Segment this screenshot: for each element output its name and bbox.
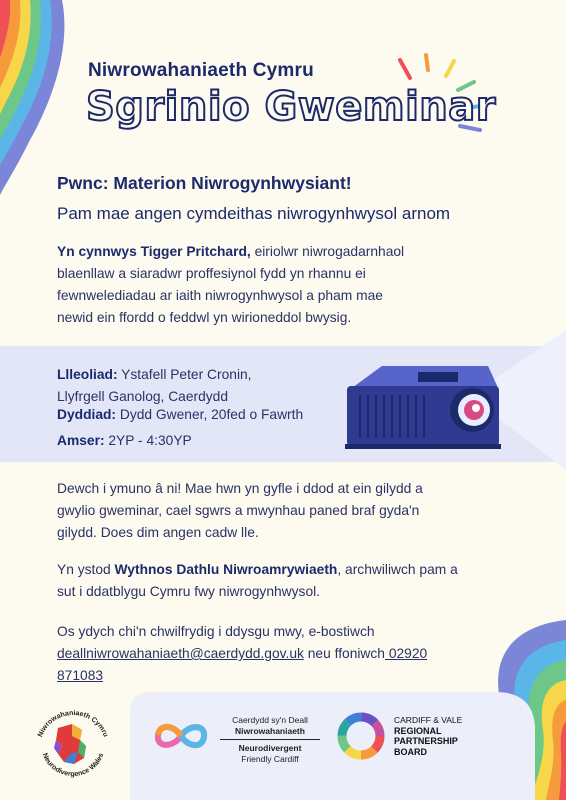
topic-subheading: Pam mae angen cymdeithas niwrogynhwysol arnom: [57, 204, 451, 223]
week-paragraph: [57, 559, 527, 603]
logo3-line: BOARD: [394, 746, 427, 757]
invite-line: gilydd. Does dim angen cadw lle.: [57, 525, 259, 540]
location-detail: [57, 364, 252, 408]
location-label: Llleoliad:: [57, 367, 118, 382]
invite-line: Dewch i ymuno â ni! Mae hwn yn gyfle i ddod at ein gilydd a: [57, 481, 423, 496]
topic-heading: Pwnc: Materion Niwrogynhwysiant!: [57, 173, 352, 193]
intro-paragraph: [57, 241, 527, 329]
email-link[interactable]: deallniwrowahaniaeth@caerdydd.gov.uk: [57, 646, 304, 661]
rpb-ring-icon: [336, 711, 386, 761]
contact-text: Os ydych chi'n chwilfrydig i ddysgu mwy, e-bostiwch: [57, 624, 375, 639]
invite-paragraph: [57, 478, 527, 544]
logo2-line: Neurodivergent: [238, 743, 302, 753]
location-value: Llyfrgell Ganolog, Caerdydd: [57, 389, 229, 404]
cardiff-logo-text: [220, 715, 320, 765]
phone-link[interactable]: 871083: [57, 668, 104, 683]
speaker-lead: Yn cynnwys Tigger Pritchard,: [57, 244, 251, 259]
neurodivergence-wales-logo: [28, 700, 118, 790]
date-value: Dydd Gwener, 20fed o Fawrth: [116, 407, 304, 422]
logo1-top-text: Niwrowahaniaeth Cymru: [37, 709, 109, 739]
logo2-line: Friendly Cardiff: [241, 754, 299, 764]
intro-line: blaenllaw a siaradwr proffesiynol fydd yn rhannu ei: [57, 266, 366, 281]
intro-line: fewnwelediadau ar iaith niwrogynhwysol a pham mae: [57, 288, 383, 303]
intro-line: newid ein ffordd o feddwl yn wirioneddol bwysig.: [57, 310, 352, 325]
wales-map-icon: [54, 724, 86, 764]
logo3-line: PARTNERSHIP: [394, 736, 458, 746]
week-text: , archwiliwch pam a: [337, 562, 458, 577]
week-name: Wythnos Dathlu Niwroamrywiaeth: [114, 562, 338, 577]
logo2-line: Niwrowahaniaeth: [220, 726, 320, 740]
projector-icon: [345, 366, 501, 449]
location-value: Ystafell Peter Cronin,: [117, 367, 252, 382]
date-label: Dyddiad:: [57, 407, 117, 422]
time-label: Amser:: [57, 433, 105, 448]
logo3-line: REGIONAL: [394, 725, 442, 736]
contact-paragraph: [57, 621, 527, 687]
contact-text: neu ffoniwch: [303, 646, 385, 661]
infinity-logo-icon: [152, 713, 210, 759]
logo3-line: CARDIFF & VALE: [394, 715, 463, 725]
page-title: Sgrinio Gweminar: [86, 84, 496, 130]
week-text: sut i ddatblygu Cymru fwy niwrogynhwysol.: [57, 584, 321, 599]
time-value: 2YP - 4:30YP: [104, 433, 192, 448]
logo2-line: Caerdydd sy'n Deall: [232, 715, 308, 725]
week-text: Yn ystod: [57, 562, 115, 577]
date-detail: [57, 407, 303, 422]
logo1-bottom-text: Neurodivergence Wales: [40, 752, 106, 779]
time-detail: [57, 433, 192, 448]
phone-link[interactable]: 02920: [384, 646, 428, 661]
invite-line: gwylio gweminar, cael sgwrs a mwynhau paned braf gyda'n: [57, 503, 420, 518]
intro-line: eiriolwr niwrogadarnhaol: [250, 244, 405, 259]
rainbow-wave-top-left: [0, 0, 64, 195]
organisation-name: Niwrowahaniaeth Cymru: [88, 60, 314, 81]
rpb-logo-text: [394, 715, 504, 757]
